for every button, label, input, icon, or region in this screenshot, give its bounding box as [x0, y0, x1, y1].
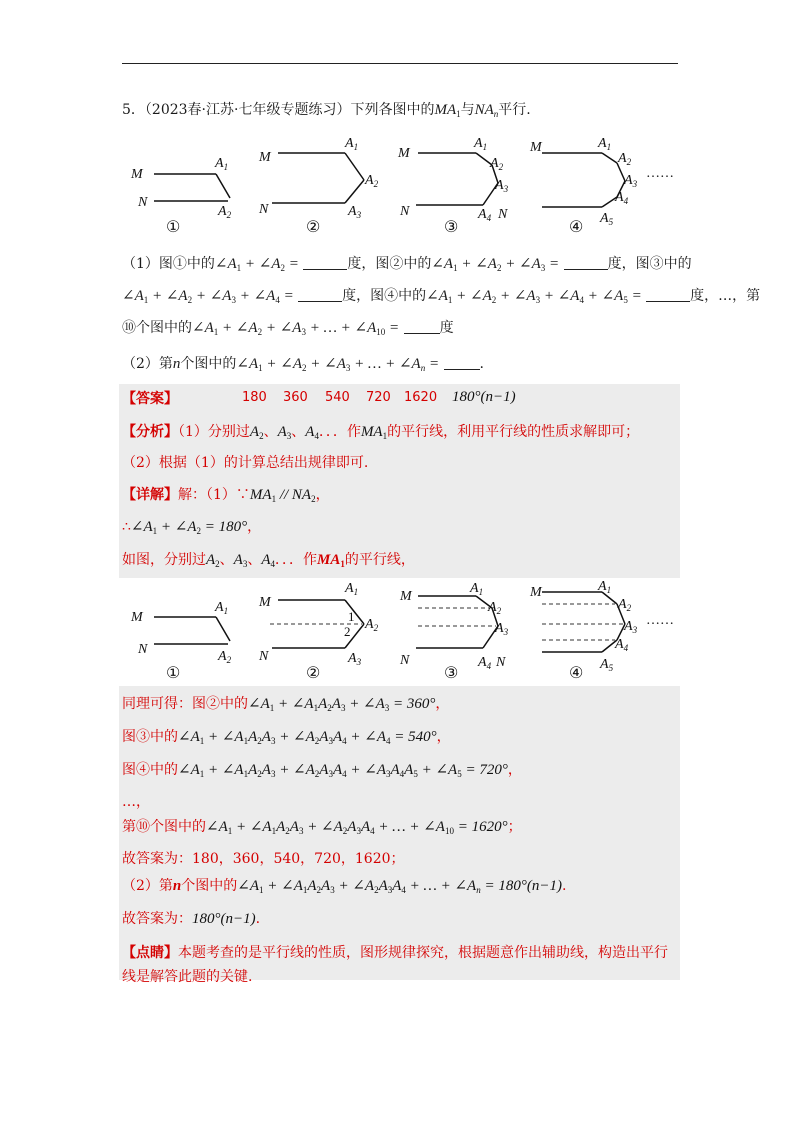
answer-value-2: 360 — [283, 390, 308, 405]
label-N: N — [138, 195, 148, 210]
label-N: N — [400, 204, 410, 219]
line-MA1: $MA_1$ — [434, 102, 461, 119]
label-N: N — [498, 207, 508, 222]
label-A5: $A_5$ — [600, 211, 614, 227]
detail-line2: $\therefore\angle A_1$ + $\angle A_2 = 180^\circ$， — [122, 519, 262, 536]
angle-label-2: 2 — [344, 624, 351, 639]
figure-label-3: ③ — [444, 665, 459, 682]
label-A2: $A_2$ — [365, 173, 379, 189]
figure-label-1: ① — [166, 665, 181, 682]
blank-fig3[interactable] — [298, 287, 342, 302]
label-M: M — [400, 589, 412, 604]
label-A2: $A_2$ — [218, 204, 232, 220]
label-M: M — [530, 585, 542, 600]
label-A3: $A_3$ — [348, 651, 362, 667]
figure-label-4: ④ — [569, 219, 584, 235]
answer-value-4: 720 — [366, 390, 391, 405]
label-M: M — [131, 167, 143, 182]
label-N: N — [138, 642, 148, 657]
label-A4: $A_4$ — [478, 655, 492, 671]
label-A2: $A_2$ — [618, 597, 632, 613]
detail-result: 故答案为：180，360，540，720，1620； — [122, 851, 405, 867]
detail-line6: 图④中的$\angle A_1$ + $\angle A_1A_2A_3$ + $\angle A_2A_3A_4$ + $\angle A_3A_4A_5$ + $\angle A_5 = 720^\circ$， — [122, 762, 522, 779]
label-A1: $A_1$ — [470, 581, 484, 597]
blank-fig4[interactable] — [646, 287, 690, 302]
blank-fig1[interactable] — [303, 255, 347, 270]
label-M: M — [398, 146, 410, 161]
angle-label-1: 1 — [348, 609, 355, 624]
label-A3: $A_3$ — [624, 173, 638, 189]
label-A1: $A_1$ — [598, 136, 612, 152]
question-source: （2023春·江苏·七年级专题练习） — [144, 102, 351, 118]
label-A4: $A_4$ — [615, 190, 629, 206]
answer-value-1: 180 — [242, 390, 267, 405]
label-A3: $A_3$ — [624, 619, 638, 635]
detail-line7: 第⑩个图中的$\angle A_1$ + $\angle A_1A_2A_3$ + $\angle A_2A_3A_4$ + … + $\angle A_{10} = 1620^\circ$； — [122, 819, 522, 836]
blank-general[interactable] — [444, 355, 480, 370]
analysis-line1: 【分析】（1）分别过$A_2$、$A_3$、$A_4$．．．作$MA_1$的平行线，利用平行线的性质求解即可； — [122, 424, 640, 441]
continuation-dots: …… — [646, 613, 674, 628]
label-A2: $A_2$ — [218, 649, 232, 665]
label-N: N — [259, 202, 269, 217]
label-A3: $A_3$ — [495, 178, 509, 194]
figure-label-4: ④ — [569, 665, 584, 682]
comment-line2: 线是解答此题的关键. — [122, 969, 253, 985]
label-A2: $A_2$ — [488, 600, 502, 616]
part1-line1: （1）图①中的$\angle A_1$ + $\angle A_2$ = 度，图②中的$\angle A_1$ + $\angle A_2$ + $\angle A_3$ = 度，图③中的 — [122, 256, 692, 273]
line-NAn: $NA_n$ — [474, 102, 499, 119]
question-line: 5．（2023春·江苏·七年级专题练习）下列各图中的$MA_1$与$NA_n$平行. — [122, 102, 531, 119]
detail-final: 故答案为：180°(n−1). — [122, 911, 261, 927]
label-A2: $A_2$ — [490, 156, 504, 172]
label-A1: $A_1$ — [345, 136, 359, 152]
detail-ellipsis: …， — [122, 794, 150, 810]
label-A4: $A_4$ — [478, 207, 492, 223]
figure-set-solution — [0, 578, 800, 688]
detail-line1: 【详解】解：$(1)\because MA_1 // NA_2$， — [122, 487, 330, 504]
part2-line: （2）第n个图中的$\angle A_1$ + $\angle A_2$ + $\angle A_3$ + … + $\angle A_n$ = . — [122, 356, 484, 373]
label-A1: $A_1$ — [345, 581, 359, 597]
question-number: 5． — [122, 102, 145, 118]
answer-tag-line — [122, 388, 178, 410]
answer-value-3: 540 — [325, 390, 350, 405]
analysis-line2: （2）根据（1）的计算总结出规律即可. — [122, 455, 369, 471]
label-A5: $A_5$ — [600, 657, 614, 673]
label-M: M — [131, 610, 143, 625]
label-N: N — [496, 655, 506, 670]
part1-line3: ⑩个图中的$\angle A_1$ + $\angle A_2$ + $\angle A_3$ + … + $\angle A_{10}$ = 度 — [122, 320, 454, 337]
label-M: M — [259, 150, 271, 165]
label-N: N — [259, 649, 269, 664]
blank-fig2[interactable] — [564, 255, 608, 270]
blank-fig10[interactable] — [404, 319, 440, 334]
detail-line4: 同理可得：图②中的$\angle A_1$ + $\angle A_1A_2A_3$ + $\angle A_3 = 360^\circ$， — [122, 696, 450, 713]
label-A3: $A_3$ — [495, 621, 509, 637]
figure-label-2: ② — [306, 219, 321, 235]
label-A3: $A_3$ — [348, 204, 362, 220]
answer-formula: 180°(n−1) — [452, 389, 516, 405]
detail-line5: 图③中的$\angle A_1$ + $\angle A_1A_2A_3$ + $\angle A_2A_3A_4$ + $\angle A_4 = 540^\circ$， — [122, 729, 451, 746]
label-N: N — [400, 653, 410, 668]
comment-line1: 【点睛】本题考查的是平行线的性质，图形规律探究，根据题意作出辅助线，构造出平行 — [122, 945, 668, 961]
continuation-dots: …… — [646, 166, 674, 181]
label-A2: $A_2$ — [365, 617, 379, 633]
label-A2: $A_2$ — [618, 151, 632, 167]
figure-set-question — [0, 135, 800, 235]
label-A1: $A_1$ — [215, 156, 229, 172]
detail-line8: （2）第n个图中的$\angle A_1$ + $\angle A_1A_2A_3$ + $\angle A_2A_3A_4$ + … + $\angle A_n = 180^\circ(n-1)$. — [122, 878, 567, 895]
figure-label-1: ① — [166, 219, 181, 235]
label-A1: $A_1$ — [215, 600, 229, 616]
figure-label-3: ③ — [444, 219, 459, 235]
answer-tag: 【答案】 — [122, 391, 178, 407]
label-A1: $A_1$ — [598, 579, 612, 595]
part1-line2: $\angle A_1$ + $\angle A_2$ + $\angle A_3$ + $\angle A_4$ = 度，图④中的$\angle A_1$ + $\angle A_2$ + $\angle A_3$ + $\angle A_4$ + $\angle A_5$ = 度，…，第 — [122, 288, 761, 305]
detail-line3: 如图，分别过$A_2$、$A_3$、$A_4$．．．作$MA_1$的平行线， — [122, 552, 415, 569]
label-A4: $A_4$ — [615, 637, 629, 653]
header-rule — [122, 63, 678, 64]
label-A1: $A_1$ — [474, 136, 488, 152]
label-M: M — [259, 595, 271, 610]
label-M: M — [530, 140, 542, 155]
figure-label-2: ② — [306, 665, 321, 682]
answer-value-5: 1620 — [404, 390, 438, 405]
